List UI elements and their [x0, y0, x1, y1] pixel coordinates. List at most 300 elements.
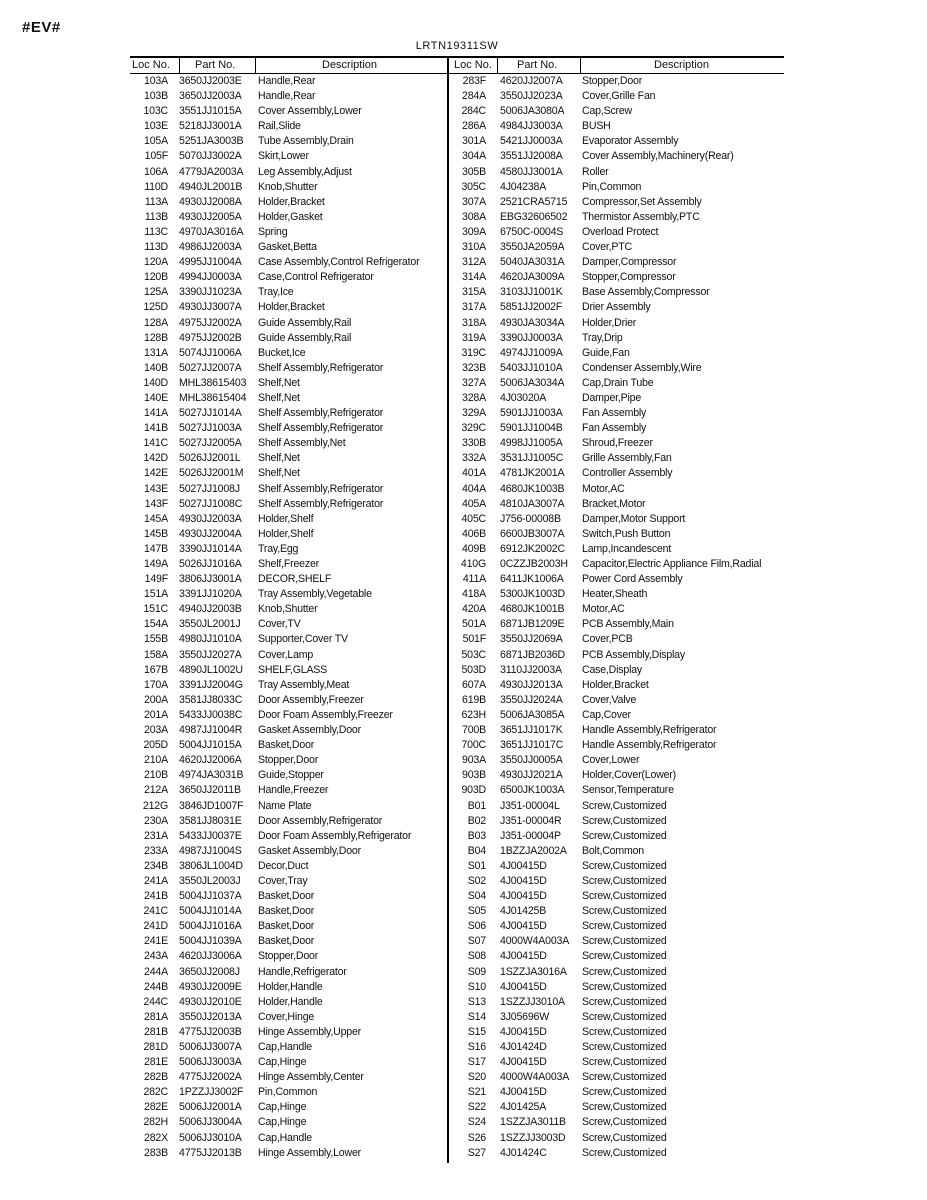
loc-number: 151C: [143, 603, 168, 616]
part-number: EBG32606502: [500, 210, 568, 223]
description: SHELF,GLASS: [258, 663, 328, 676]
table-row: [130, 783, 446, 798]
loc-number: 282C: [143, 1086, 168, 1099]
loc-number: 301A: [462, 135, 486, 148]
parts-table-body: [130, 74, 784, 1164]
part-number: MHL38615403: [179, 376, 247, 389]
table-row: [130, 1146, 446, 1161]
header-loc-left: Loc No.: [132, 59, 170, 71]
part-number: 4J00415D: [500, 920, 547, 933]
part-number: 5006JJ3004A: [179, 1116, 242, 1129]
part-number: 4J01425B: [500, 905, 547, 918]
part-number: 5006JJ3003A: [179, 1056, 242, 1069]
table-row: [130, 74, 446, 89]
loc-number: S01: [467, 859, 486, 872]
table-row: [452, 1010, 784, 1025]
part-number: 3390JJ1014A: [179, 542, 242, 555]
table-row: [452, 663, 784, 678]
table-row: [130, 995, 446, 1010]
description: Gasket Assembly,Door: [258, 724, 361, 737]
table-row: [452, 844, 784, 859]
part-number: 4930JJ3007A: [179, 301, 242, 314]
loc-number: 241E: [144, 935, 168, 948]
table-row: [130, 602, 446, 617]
part-number: 5027JJ1008C: [179, 497, 243, 510]
part-number: 5901JJ1004B: [500, 422, 563, 435]
loc-number: S27: [467, 1146, 486, 1159]
table-row: [130, 195, 446, 210]
loc-number: 142E: [144, 467, 168, 480]
description: Stopper,Door: [582, 75, 643, 87]
description: Cover,Hinge: [258, 1010, 315, 1023]
description: Cover,PCB: [582, 633, 633, 646]
loc-number: 105F: [144, 150, 168, 163]
description: Handle,Rear: [258, 75, 316, 87]
part-number: 4930JA3034A: [500, 316, 565, 329]
part-number: 3550JJ2069A: [500, 633, 563, 646]
description: Cover,Tray: [258, 874, 308, 887]
description: Condenser Assembly,Wire: [582, 361, 702, 374]
description: Tray,Egg: [258, 542, 299, 555]
part-number: 5006JJ2001A: [179, 1101, 242, 1114]
loc-number: 241A: [144, 874, 168, 887]
part-number: 4J00415D: [500, 950, 547, 963]
loc-number: 282B: [144, 1071, 168, 1084]
description: Fan Assembly: [582, 422, 647, 435]
part-number: 6871JB2036D: [500, 648, 565, 661]
description: Controller Assembly: [582, 467, 673, 480]
loc-number: 327A: [462, 376, 486, 389]
table-row: [452, 738, 784, 753]
table-row: [452, 165, 784, 180]
loc-number: 167B: [144, 663, 168, 676]
part-number: 3581JJ8031E: [179, 814, 242, 827]
table-row: [130, 421, 446, 436]
table-row: [130, 1025, 446, 1040]
table-row: [130, 316, 446, 331]
loc-number: 420A: [462, 603, 486, 616]
description: Knob,Shutter: [258, 603, 318, 616]
part-number: 6600JB3007A: [500, 527, 565, 540]
description: Screw,Customized: [582, 1010, 667, 1023]
table-row: [452, 180, 784, 195]
table-row: [452, 753, 784, 768]
description: Gasket,Betta: [258, 241, 317, 254]
table-row: [452, 210, 784, 225]
part-number: 4580JJ3001A: [500, 165, 563, 178]
part-number: 3581JJ8033C: [179, 693, 243, 706]
description: Cap,Hinge: [258, 1056, 307, 1069]
loc-number: S14: [467, 1010, 486, 1023]
description: Case,Display: [582, 663, 643, 676]
description: Cap,Handle: [258, 1131, 312, 1144]
loc-number: 330B: [462, 437, 486, 450]
part-number: J351-00004L: [500, 799, 560, 812]
table-row: [452, 240, 784, 255]
loc-number: 201A: [144, 708, 168, 721]
part-number: 4775JJ2013B: [179, 1146, 242, 1159]
description: Screw,Customized: [582, 874, 667, 887]
loc-number: 282X: [144, 1131, 168, 1144]
description: Evaporator Assembly: [582, 135, 679, 148]
loc-number: 141B: [144, 422, 168, 435]
table-row: [452, 678, 784, 693]
loc-number: 282E: [144, 1101, 168, 1114]
loc-number: 143F: [144, 497, 168, 510]
description: Door Foam Assembly,Freezer: [258, 708, 393, 721]
description: Tray Assembly,Meat: [258, 678, 350, 691]
table-row: [452, 421, 784, 436]
description: Lamp,Incandescent: [582, 542, 672, 555]
table-row: [452, 300, 784, 315]
loc-number: 113A: [144, 195, 168, 208]
description: Cover,Lamp: [258, 648, 314, 661]
loc-number: S06: [467, 920, 486, 933]
loc-number: 243A: [144, 950, 168, 963]
table-row: [130, 859, 446, 874]
description: Handle,Refrigerator: [258, 965, 347, 978]
table-row: [452, 949, 784, 964]
table-row: [130, 134, 446, 149]
table-row: [452, 1131, 784, 1146]
part-number: 3390JJ1023A: [179, 286, 242, 299]
part-number: 3550JL2001J: [179, 618, 241, 631]
description: Screw,Customized: [582, 1056, 667, 1069]
description: Cover Assembly,Lower: [258, 105, 362, 118]
table-row: [130, 466, 446, 481]
description: Screw,Customized: [582, 1146, 667, 1159]
part-number: 5251JA3003B: [179, 135, 244, 148]
loc-number: 903A: [462, 754, 486, 767]
part-number: 3550JL2003J: [179, 874, 241, 887]
loc-number: S17: [467, 1056, 486, 1069]
table-row: [452, 436, 784, 451]
loc-number: 308A: [462, 210, 486, 223]
header-part-left: Part No.: [195, 59, 236, 71]
loc-number: 105A: [144, 135, 168, 148]
table-row: [452, 919, 784, 934]
description: Shelf,Net: [258, 467, 300, 480]
description: Shelf Assembly,Refrigerator: [258, 482, 384, 495]
description: Screw,Customized: [582, 799, 667, 812]
loc-number: 103B: [144, 90, 168, 103]
table-row: [130, 557, 446, 572]
loc-number: 113B: [144, 210, 168, 223]
part-number: 5070JJ3002A: [179, 150, 242, 163]
description: Hinge Assembly,Lower: [258, 1146, 361, 1159]
loc-number: 319A: [462, 331, 486, 344]
table-row: [452, 255, 784, 270]
part-number: 3550JJ2013A: [179, 1010, 242, 1023]
part-number: 3846JD1007F: [179, 799, 244, 812]
table-row: [130, 814, 446, 829]
loc-number: 700C: [461, 739, 486, 752]
loc-number: 113C: [144, 225, 168, 238]
table-row: [130, 270, 446, 285]
description: Holder,Cover(Lower): [582, 769, 676, 782]
table-row: [452, 542, 784, 557]
table-row: [452, 225, 784, 240]
loc-number: S10: [467, 980, 486, 993]
description: Holder,Bracket: [258, 301, 325, 314]
loc-number: 619B: [462, 693, 486, 706]
loc-number: 282H: [143, 1116, 168, 1129]
part-number: 5433JJ0037E: [179, 829, 242, 842]
description: Holder,Gasket: [258, 210, 323, 223]
part-number: 5027JJ1003A: [179, 422, 242, 435]
loc-number: 305C: [461, 180, 486, 193]
loc-number: 120B: [144, 271, 168, 284]
part-number: 5403JJ1010A: [500, 361, 563, 374]
description: Handle Assembly,Refrigerator: [582, 739, 717, 752]
loc-number: 234B: [144, 859, 168, 872]
loc-number: S15: [467, 1025, 486, 1038]
parts-column-left: [130, 74, 446, 1161]
part-number: 4620JJ2006A: [179, 754, 242, 767]
loc-number: 106A: [144, 165, 168, 178]
description: Shelf Assembly,Net: [258, 437, 346, 450]
table-row: [452, 74, 784, 89]
loc-number: 128B: [144, 331, 168, 344]
loc-number: 405C: [461, 512, 486, 525]
loc-number: 210A: [144, 754, 168, 767]
part-number: 6871JB1209E: [500, 618, 565, 631]
description: Shelf Assembly,Refrigerator: [258, 422, 384, 435]
loc-number: 623H: [461, 708, 486, 721]
loc-number: 103E: [144, 120, 168, 133]
table-row: [130, 255, 446, 270]
table-row: [130, 1055, 446, 1070]
table-row: [130, 180, 446, 195]
part-number: 5421JJ0003A: [500, 135, 563, 148]
loc-number: 700B: [462, 724, 486, 737]
table-row: [452, 814, 784, 829]
table-row: [130, 119, 446, 134]
part-number: 1SZZJA3011B: [500, 1116, 566, 1129]
loc-number: S21: [467, 1086, 486, 1099]
table-row: [130, 904, 446, 919]
table-row: [452, 723, 784, 738]
part-number: 5004JJ1037A: [179, 890, 242, 903]
description: Cap,Hinge: [258, 1101, 307, 1114]
table-row: [130, 648, 446, 663]
loc-number: 155B: [144, 633, 168, 646]
table-row: [130, 346, 446, 361]
table-row: [130, 482, 446, 497]
description: Decor,Duct: [258, 859, 309, 872]
loc-number: 418A: [462, 588, 486, 601]
description: Guide,Stopper: [258, 769, 324, 782]
part-number: 3551JJ1015A: [179, 105, 242, 118]
part-number: 4680JK1003B: [500, 482, 565, 495]
description: Handle Assembly,Refrigerator: [582, 724, 717, 737]
part-number: 4620JA3009A: [500, 271, 565, 284]
table-row: [452, 859, 784, 874]
part-number: 4J01424D: [500, 1041, 547, 1053]
part-number: 4995JJ1004A: [179, 256, 242, 269]
description: Basket,Door: [258, 920, 315, 933]
column-divider-header-3: [497, 58, 498, 73]
part-number: 2521CRA5715: [500, 195, 568, 208]
description: Cap,Hinge: [258, 1116, 307, 1129]
loc-number: 328A: [462, 391, 486, 404]
description: Screw,Customized: [582, 1086, 667, 1099]
part-number: 0CZZJB2003H: [500, 558, 568, 570]
table-row: [130, 889, 446, 904]
description: Screw,Customized: [582, 814, 667, 827]
part-number: 3806JL1004D: [179, 859, 243, 872]
part-number: 3650JJ2011B: [179, 784, 241, 797]
description: Cover,TV: [258, 618, 301, 631]
description: Base Assembly,Compressor: [582, 286, 710, 299]
table-row: [452, 497, 784, 512]
part-number: 5006JA3034A: [500, 376, 565, 389]
loc-number: 310A: [462, 241, 486, 254]
table-row: [452, 904, 784, 919]
description: Switch,Push Button: [582, 527, 671, 540]
part-number: J351-00004R: [500, 814, 562, 827]
loc-number: 145B: [144, 527, 168, 540]
part-number: 5004JJ1039A: [179, 935, 242, 948]
part-number: 4J00415D: [500, 890, 547, 903]
part-number: 5006JJ3010A: [179, 1131, 242, 1144]
description: Heater,Sheath: [582, 588, 648, 601]
description: Screw,Customized: [582, 890, 667, 903]
description: Screw,Customized: [582, 980, 667, 993]
description: Cap,Cover: [582, 708, 631, 721]
part-number: 4940JJ2003B: [179, 603, 242, 616]
loc-number: 307A: [462, 195, 486, 208]
part-number: J756-00008B: [500, 512, 561, 525]
loc-number: 314A: [462, 271, 486, 284]
loc-number: 281A: [144, 1010, 168, 1023]
table-row: [130, 1010, 446, 1025]
loc-number: S24: [467, 1116, 486, 1129]
description: Cover,Lower: [582, 754, 640, 767]
part-number: 3110JJ2003A: [500, 663, 562, 676]
part-number: 4775JJ2002A: [179, 1071, 242, 1084]
table-row: [452, 512, 784, 527]
description: Screw,Customized: [582, 950, 667, 963]
loc-number: 149A: [144, 558, 168, 570]
loc-number: 241C: [143, 905, 168, 918]
table-row: [130, 1040, 446, 1055]
loc-number: S04: [467, 890, 486, 903]
description: Cover,PTC: [582, 241, 633, 254]
description: Tray,Ice: [258, 286, 294, 299]
loc-number: 281D: [143, 1041, 168, 1053]
loc-number: 304A: [462, 150, 486, 163]
loc-number: 170A: [144, 678, 168, 691]
table-row: [130, 225, 446, 240]
part-number: J351-00004P: [500, 829, 561, 842]
loc-number: 317A: [462, 301, 486, 314]
part-number: 6500JK1003A: [500, 784, 565, 797]
part-number: 4930JJ2009E: [179, 980, 242, 993]
loc-number: 244C: [143, 995, 168, 1008]
table-row: [452, 134, 784, 149]
part-number: 3391JJ1020A: [179, 588, 242, 601]
part-number: 4930JJ2003A: [179, 512, 242, 525]
description: Shelf Assembly,Refrigerator: [258, 497, 384, 510]
model-number: LRTN19311SW: [415, 40, 499, 52]
table-row: [452, 104, 784, 119]
part-number: 6912JK2002C: [500, 542, 565, 555]
loc-number: 903B: [462, 769, 486, 782]
part-number: MHL38615404: [179, 391, 247, 404]
part-number: 5027JJ1008J: [179, 482, 240, 495]
loc-number: 140E: [144, 391, 168, 404]
column-divider-header-2: [255, 58, 256, 73]
loc-number: 903D: [461, 784, 486, 797]
part-number: 5006JA3085A: [500, 708, 565, 721]
table-row: [452, 995, 784, 1010]
description: Guide,Fan: [582, 346, 630, 359]
description: Cap,Handle: [258, 1041, 312, 1053]
part-number: 3551JJ2008A: [500, 150, 563, 163]
loc-number: 203A: [144, 724, 168, 737]
description: Gasket Assembly,Door: [258, 844, 361, 857]
description: Screw,Customized: [582, 1041, 667, 1053]
description: Roller: [582, 165, 609, 178]
part-number: 4J00415D: [500, 1086, 547, 1099]
part-number: 5218JJ3001A: [179, 120, 242, 133]
part-number: 4975JJ2002B: [179, 331, 242, 344]
description: Handle,Rear: [258, 90, 316, 103]
table-row: [130, 919, 446, 934]
table-row: [130, 829, 446, 844]
part-number: 3650JJ2003A: [179, 90, 242, 103]
description: Basket,Door: [258, 739, 315, 752]
part-number: 3806JJ3001A: [179, 573, 242, 586]
table-row: [452, 119, 784, 134]
column-divider-header-1: [179, 58, 180, 73]
table-row: [130, 210, 446, 225]
description: Stopper,Compressor: [582, 271, 676, 284]
description: Motor,AC: [582, 482, 625, 495]
table-row: [130, 527, 446, 542]
description: Overload Protect: [582, 225, 659, 238]
description: Holder,Bracket: [582, 678, 649, 691]
part-number: 4930JJ2013A: [500, 678, 563, 691]
table-row: [130, 693, 446, 708]
loc-number: 305B: [462, 165, 486, 178]
loc-number: 323B: [462, 361, 486, 374]
part-number: 4680JK1001B: [500, 603, 565, 616]
loc-number: 607A: [462, 678, 486, 691]
description: Cover Assembly,Machinery(Rear): [582, 150, 734, 163]
loc-number: 501F: [462, 633, 486, 646]
description: Bucket,Ice: [258, 346, 306, 359]
part-number: 4970JA3016A: [179, 225, 244, 238]
part-number: 5026JJ2001L: [179, 452, 241, 465]
description: Screw,Customized: [582, 920, 667, 933]
loc-number: 284A: [462, 90, 486, 103]
description: Door Assembly,Freezer: [258, 693, 364, 706]
description: Motor,AC: [582, 603, 625, 616]
loc-number: 244A: [144, 965, 168, 978]
description: Rail,Slide: [258, 120, 301, 133]
description: Basket,Door: [258, 935, 315, 948]
table-row: [130, 391, 446, 406]
table-row: [452, 965, 784, 980]
part-number: 5074JJ1006A: [179, 346, 242, 359]
loc-number: 241D: [143, 920, 168, 933]
table-row: [130, 165, 446, 180]
part-number: 4781JK2001A: [500, 467, 565, 480]
loc-number: 286A: [462, 120, 486, 133]
table-row: [130, 104, 446, 119]
